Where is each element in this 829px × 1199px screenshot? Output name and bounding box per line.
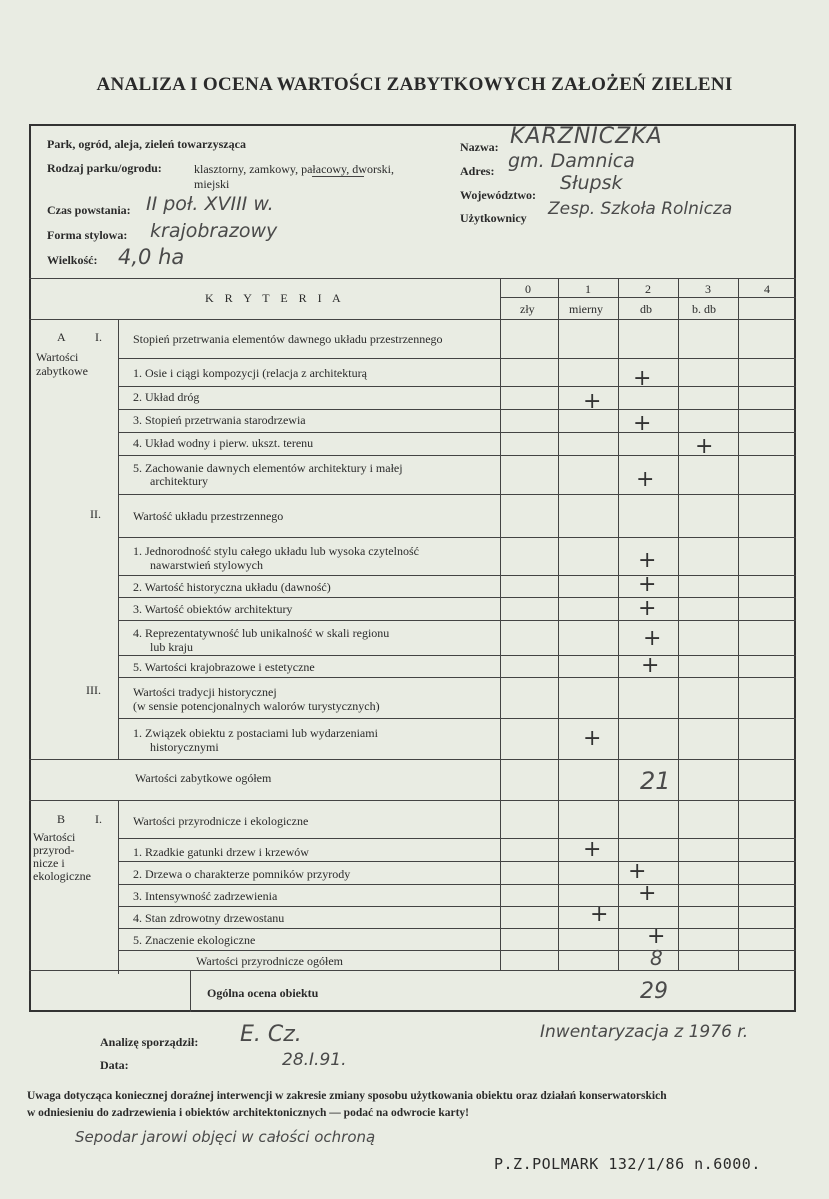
grid-line [190,970,191,1012]
uzytkownicy-value: Zesp. Szkoła Rolnicza [548,199,733,219]
row-a5-label: 5. Zachowanie dawnych elementów architektury i małej [133,461,403,475]
analize-label: Analizę sporządził: [100,1035,199,1049]
analize-signature: E. Cz. [240,1022,302,1047]
grid-line [118,597,796,598]
mark-d2: + [628,859,647,884]
mark-c1: + [583,726,602,751]
section-a3-subtitle: (w sensie potencjonalnych walorów turystycznych) [133,699,380,713]
row-d1-label: 1. Rzadkie gatunki drzew i krzewów [133,845,309,859]
grid-line [118,906,796,907]
grid-line [118,838,796,839]
mark-a3: + [633,411,652,436]
grid-line [118,409,796,410]
wojewodztwo-label: Województwo: [460,188,536,202]
row-d4-label: 4. Stan zdrowotny drzewostanu [133,911,285,925]
grid-line [618,278,619,970]
mark-b3: + [638,596,657,621]
nazwa-value: KARZNICZKA [510,124,663,149]
grid-line [118,358,796,359]
row-c1-label: 1. Związek obiektu z postaciami lub wydarzeniami [133,726,378,740]
section-b-letter: B [57,812,66,826]
row-a5-label-2: architektury [150,474,208,488]
grid-line [738,278,739,970]
overall-value: 29 [640,979,668,1004]
grid-line [118,386,796,387]
section-a3-title: Wartości tradycji historycznej [133,685,277,699]
page-title: ANALIZA I OCENA WARTOŚCI ZABYTKOWYCH ZAŁOŻEŃ ZIELENI [96,74,733,95]
data-label: Data: [100,1058,129,1072]
mark-a2: + [583,389,602,414]
col-head-2: 2 [645,282,651,296]
czas-value: II poł. XVIII w. [146,193,274,215]
mark-b1: + [638,548,657,573]
section-b-roman: I. [95,812,102,826]
park-type-label: Park, ogród, aleja, zieleń towarzysząca [47,137,246,151]
section-b1-title: Wartości przyrodnicze i ekologiczne [133,814,309,828]
mark-a5: + [636,467,655,492]
nazwa-label: Nazwa: [460,140,499,154]
total-zabytkowe-label: Wartości zabytkowe ogółem [135,771,272,785]
print-code: P.Z.POLMARK 132/1/86 n.6000. [494,1155,761,1173]
wojewodztwo-value: Słupsk [560,172,623,194]
kryteria-header: K R Y T E R I A [205,291,345,305]
grid-line [118,537,796,538]
section-a2-title: Wartość układu przestrzennego [133,509,284,523]
col-head-1: 1 [585,282,591,296]
col-sub-2: db [640,302,652,316]
grid-line [118,432,796,433]
data-value: 28.I.91. [282,1050,347,1070]
uzytkownicy-label: Użytkownicy [460,211,527,225]
row-b1-label-2: nawarstwień stylowych [150,558,263,572]
col-sub-3: b. db [692,302,716,316]
section-a-roman: I. [95,330,102,344]
section-a-letter: A [57,330,66,344]
section-a3-roman: III. [86,683,101,697]
palacowy-underline [312,176,364,177]
grid-line [118,800,119,974]
total-przyrodnicze-value: 8 [650,946,663,970]
grid-line [118,620,796,621]
grid-line [118,494,796,495]
note-line-1: Uwaga dotycząca koniecznej doraźnej interwencji w zakresie zmiany sposobu użytkowania obiektu oraz działań konserwatorskich [27,1090,667,1102]
mark-b5: + [641,653,660,678]
mark-d5: + [647,924,666,949]
grid-line [118,861,796,862]
wielkosc-label: Wielkość: [47,253,98,267]
rodzaj-options: klasztorny, zamkowy, pałacowy, dworski, [194,162,394,176]
grid-line [29,278,796,279]
row-c1-label-2: historycznymi [150,740,219,754]
mark-b2: + [638,572,657,597]
section-b-name-2: przyrod- [33,843,75,857]
row-b2-label: 2. Wartość historyczna układu (dawność) [133,580,331,594]
grid-line [118,928,796,929]
col-head-0: 0 [525,282,531,296]
row-a2-label: 2. Układ dróg [133,390,200,404]
row-a1-label: 1. Osie i ciągi kompozycji (relacja z architekturą [133,366,367,380]
col-head-4: 4 [764,282,770,296]
handwritten-note: Sepodar jarowi objęci w całości ochroną [75,1128,376,1146]
grid-line [29,970,796,971]
row-a4-label: 4. Układ wodny i pierw. ukszt. terenu [133,436,314,450]
row-b5-label: 5. Wartości krajobrazowe i estetyczne [133,660,315,674]
section-a-name-1: Wartości [36,350,79,364]
col-sub-1: mierny [569,302,603,316]
mark-b4: + [643,626,662,651]
mark-d1: + [583,837,602,862]
section-a2-roman: II. [90,507,101,521]
grid-line [29,800,796,801]
total-zabytkowe-value: 21 [640,767,671,795]
grid-line [118,884,796,885]
grid-line [118,677,796,678]
section-b-name-4: ekologiczne [33,869,91,883]
row-b4-label: 4. Reprezentatywność lub unikalność w skali regionu [133,626,390,640]
total-przyrodnicze-label: Wartości przyrodnicze ogółem [196,954,343,968]
section-b-name-3: nicze i [33,856,65,870]
mark-d3: + [638,881,657,906]
mark-a1: + [633,366,652,391]
grid-line [118,718,796,719]
grid-line [558,278,559,970]
overall-label: Ogólna ocena obiektu [207,986,319,1000]
row-a3-label: 3. Stopień przetrwania starodrzewia [133,413,306,427]
grid-line [118,319,119,759]
grid-line [29,759,796,760]
grid-line [118,950,796,951]
note-line-2: w odniesieniu do zadrzewienia i obiektów architektonicznych — podać na odwrocie karty! [27,1107,470,1119]
czas-label: Czas powstania: [47,203,131,217]
adres-value: gm. Damnica [508,150,635,172]
inwentaryzacja-note: Inwentaryzacja z 1976 r. [540,1022,749,1042]
row-d2-label: 2. Drzewa o charakterze pomników przyrody [133,867,351,881]
section-b-name-1: Wartości [33,830,76,844]
rodzaj-label: Rodzaj parku/ogrodu: [47,161,162,175]
section-a-name-2: zabytkowe [36,364,88,378]
row-d5-label: 5. Znaczenie ekologiczne [133,933,256,947]
mark-d4: + [590,902,609,927]
grid-line [118,655,796,656]
row-d3-label: 3. Intensywność zadrzewienia [133,889,278,903]
grid-line [678,278,679,970]
grid-line [500,297,796,298]
row-b3-label: 3. Wartość obiektów architektury [133,602,293,616]
grid-line [118,575,796,576]
row-b4-label-2: lub kraju [150,640,193,654]
col-sub-0: zły [520,302,535,316]
mark-a4: + [695,434,714,459]
adres-label: Adres: [460,164,495,178]
grid-line [29,319,796,320]
wielkosc-value: 4,0 ha [118,245,185,269]
section-a1-title: Stopień przetrwania elementów dawnego układu przestrzennego [133,332,443,346]
grid-line [500,278,501,970]
col-head-3: 3 [705,282,711,296]
rodzaj-options-2: miejski [194,177,230,191]
forma-value: krajobrazowy [150,220,278,242]
forma-label: Forma stylowa: [47,228,128,242]
row-b1-label: 1. Jednorodność stylu całego układu lub wysoka czytelność [133,544,419,558]
